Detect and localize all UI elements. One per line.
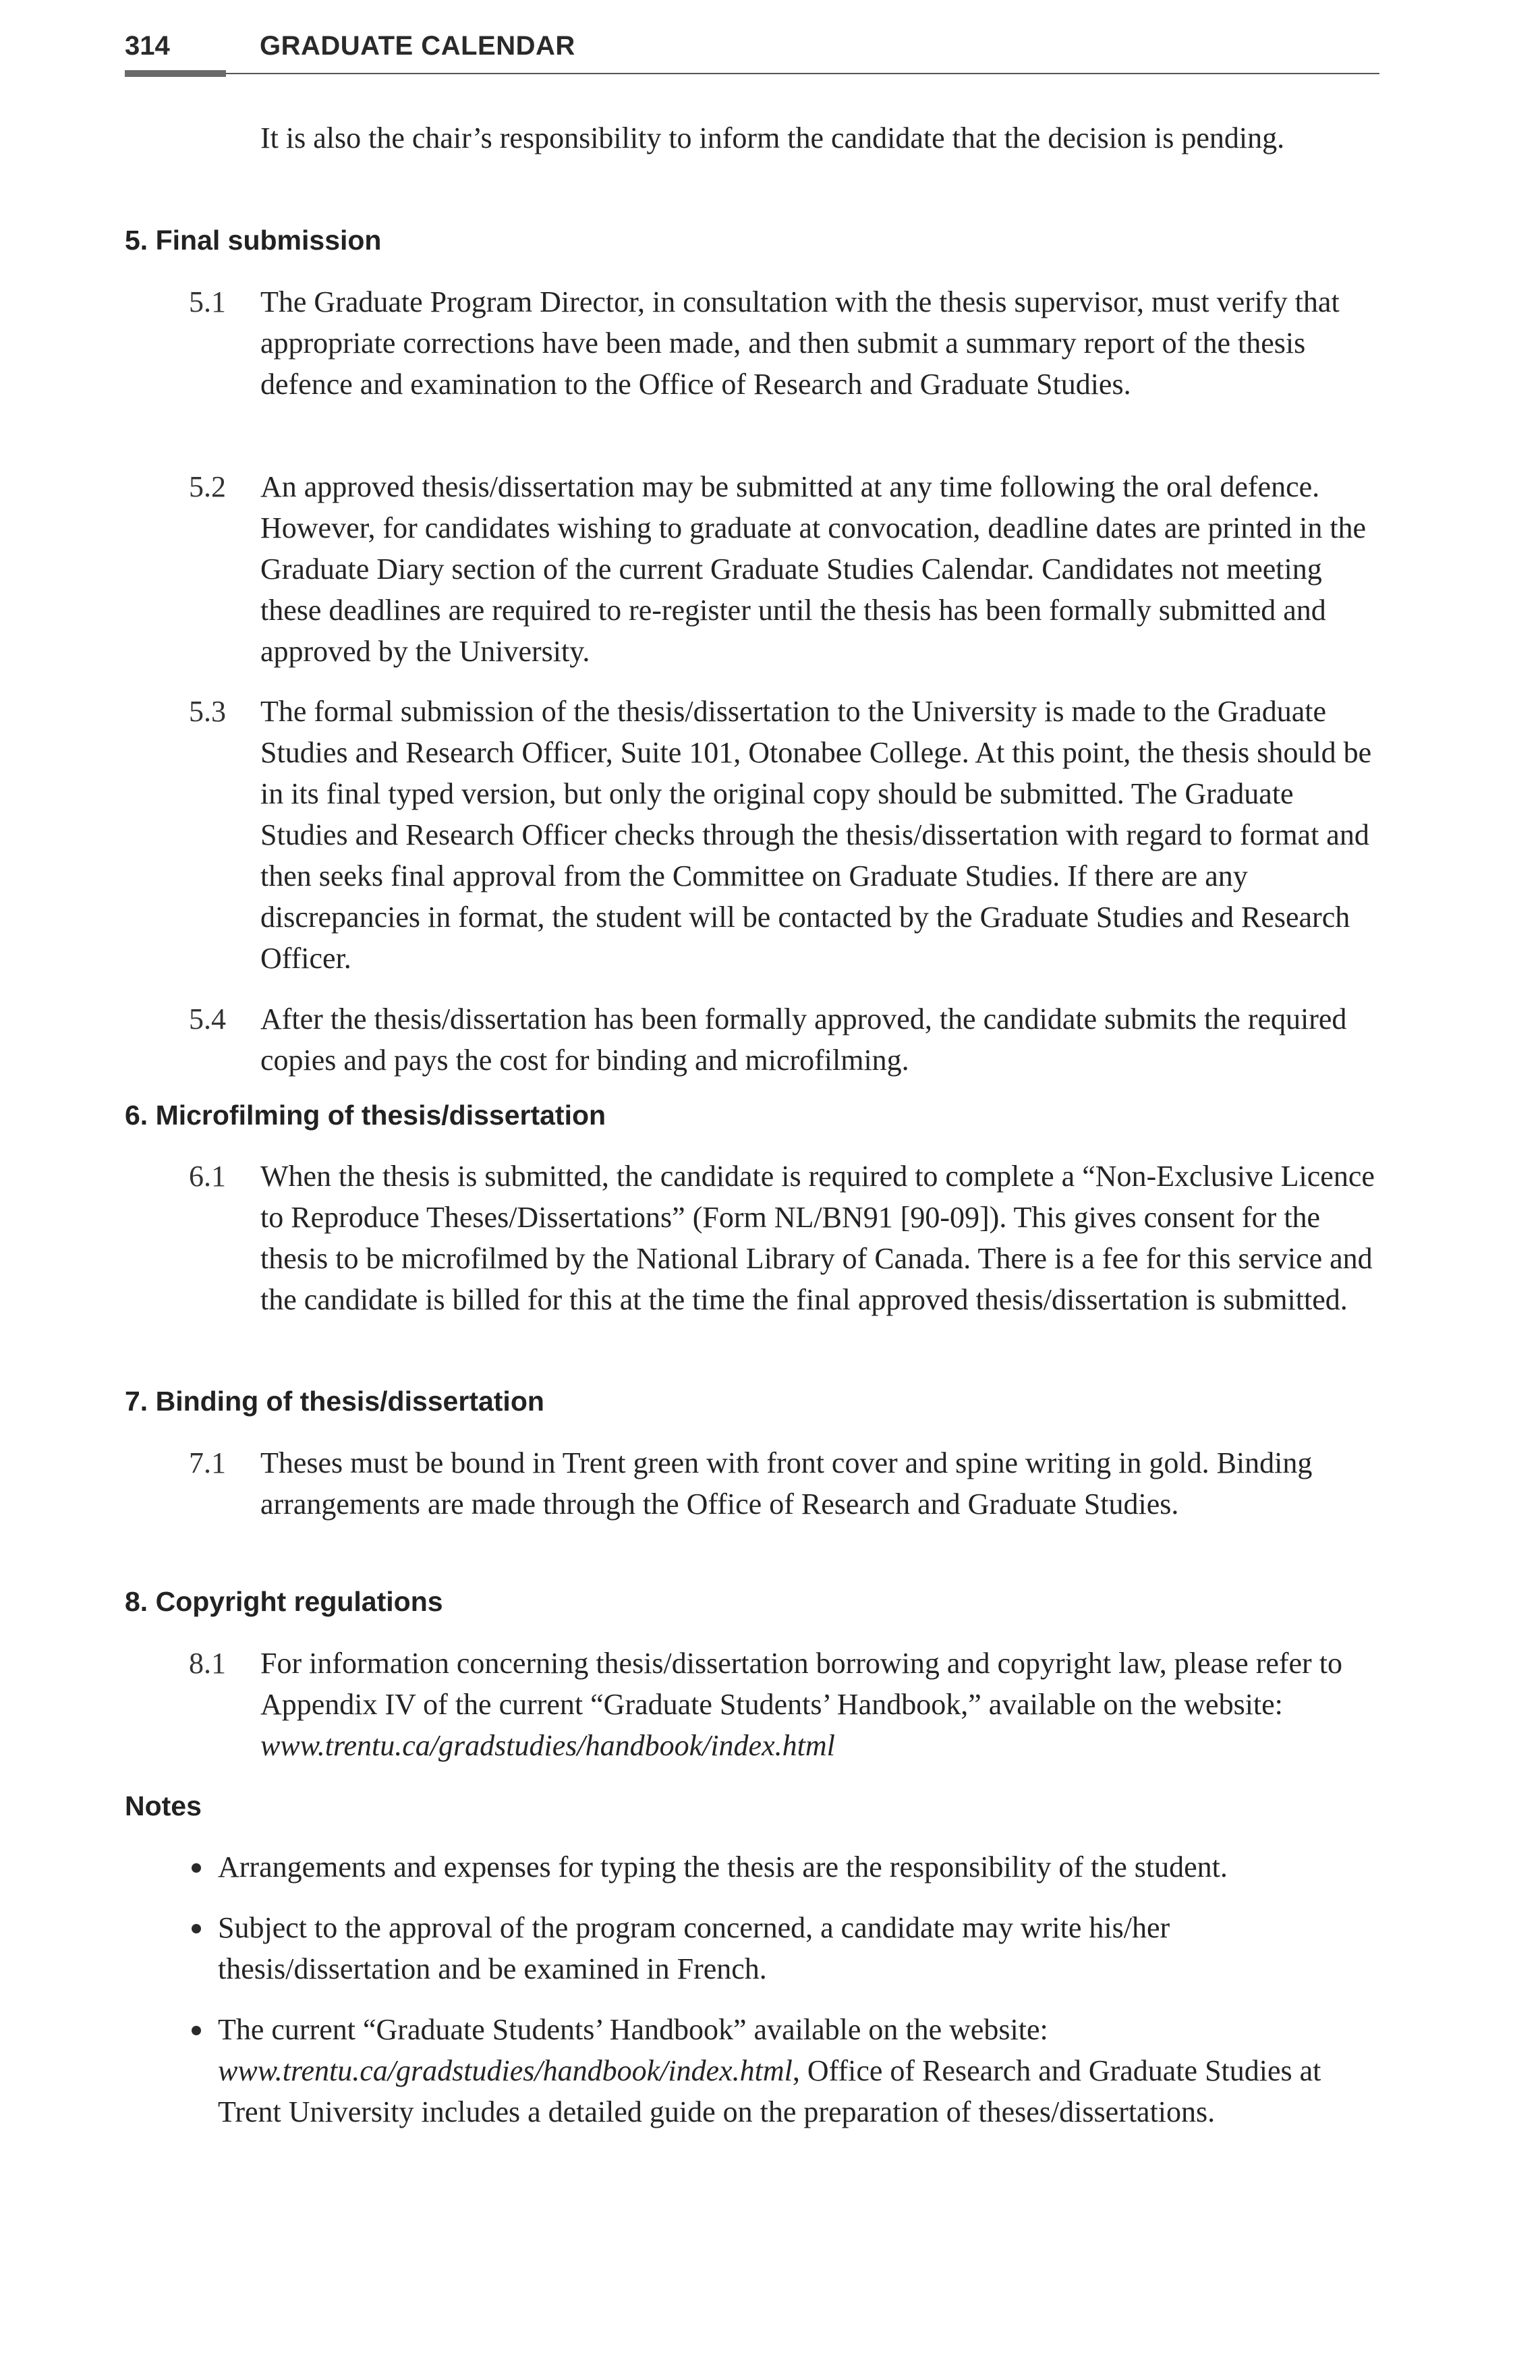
item-text-body: For information concerning thesis/dissertation borrowing and copyright law, please refer to Appendix IV of the current “Graduate Students’ Handbook,” available on the website: [260,1647,1342,1721]
note-text: Arrangements and expenses for typing the thesis are the responsibility of the student. [218,1850,1228,1883]
item-text [260,1643,1387,1766]
item-number: 7.1 [189,1446,226,1479]
handbook-link[interactable]: www.trentu.ca/gradstudies/handbook/index.html [218,2054,793,2087]
item-number: 5.1 [189,285,226,318]
item-text: The formal submission of the thesis/dissertation to the University is made to the Graduate Studies and Research Officer, Suite 101, Otonabee College. At this point, the thesis should be in its final typed version, but only the original copy should be submitted. The Graduate Studies and Research Officer checks through the thesis/dissertation with regard to format and then seeks final approval from the Committee on Graduate Studies. If there are any discrepancies in format, the student will be contacted by the Graduate Studies and Research Officer. [260,695,1372,975]
header-tab-bar [125,70,226,77]
note-text [218,2009,1385,2132]
note-text-before: The current “Graduate Students’ Handbook” available on the website: [218,2013,1048,2046]
bullet-icon [192,2026,201,2035]
running-title: GRADUATE CALENDAR [260,31,575,61]
handbook-link[interactable]: www.trentu.ca/gradstudies/handbook/index.html [260,1729,835,1762]
item-number: 5.2 [189,470,226,503]
note-text: Subject to the approval of the program concerned, a candidate may write his/her thesis/dissertation and be examined in French. [218,1911,1170,1985]
section-heading-copyright: 8. Copyright regulations [125,1586,443,1617]
item-text: An approved thesis/dissertation may be submitted at any time following the oral defence. However, for candidates wishing to graduate at convocation, deadline dates are printed in the Graduate Diary section of the current Graduate Studies Calendar. Candidates not meeting these deadlines are required to re-register until the thesis has been formally submitted and approved by the University. [260,470,1367,668]
section-heading-final-submission: 5. Final submission [125,225,382,256]
bullet-icon [192,1924,201,1933]
item-text: The Graduate Program Director, in consultation with the thesis supervisor, must verify that appropriate corrections have been made, and then submit a summary report of the thesis defence and examination to the Office of Research and Graduate Studies. [260,285,1340,401]
section-heading-microfilming: 6. Microfilming of thesis/dissertation [125,1100,606,1131]
page-number: 314 [125,31,170,61]
item-text: After the thesis/dissertation has been formally approved, the candidate submits the required copies and pays the cost for binding and microfilming. [260,1002,1347,1077]
item-number: 5.4 [189,1002,226,1036]
item-text: When the thesis is submitted, the candidate is required to complete a “Non-Exclusive Licence to Reproduce Theses/Dissertations” (Form NL/BN91 [90-09]). This gives consent for the thesis to be microfilmed by the National Library of Canada. There is a fee for this service and the candidate is billed for this at the time the final approved thesis/dissertation is submitted. [260,1160,1375,1316]
item-number: 8.1 [189,1647,226,1680]
notes-heading: Notes [125,1790,202,1821]
item-number: 6.1 [189,1160,226,1193]
bullet-icon [192,1863,201,1873]
section-heading-binding: 7. Binding of thesis/dissertation [125,1386,544,1417]
item-text: Theses must be bound in Trent green with front cover and spine writing in gold. Binding arrangements are made through the Office of Research and Graduate Studies. [260,1446,1313,1521]
intro-paragraph: It is also the chair’s responsibility to inform the candidate that the decision is pending. [260,121,1285,154]
page-header [125,26,1379,80]
header-rule [125,73,1379,74]
note-text-after: , Office of Research and Graduate Studies at Trent University includes a detailed guide on the preparation of theses/dissertations. [218,2054,1321,2128]
item-number: 5.3 [189,695,226,728]
